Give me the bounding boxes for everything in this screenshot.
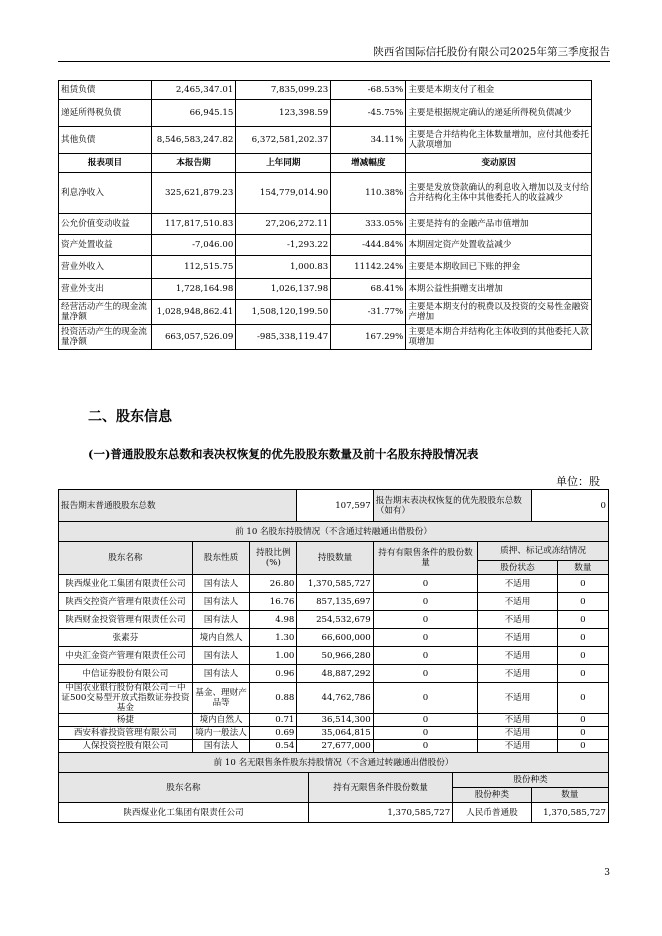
col-share-status: 股份状态 xyxy=(478,561,557,575)
col-restricted: 持有有限售条件的股份数量 xyxy=(373,542,478,575)
table-row xyxy=(59,173,592,214)
prior-value-cell: -1,293.22 xyxy=(236,235,331,256)
header-divider xyxy=(58,61,610,62)
item-cell: 其他负债 xyxy=(59,127,152,154)
u-col-unrestricted-qty: 持有无限售条件股份数量 xyxy=(308,773,452,803)
table-row xyxy=(59,803,609,823)
reason-cell: 主要是本期合并结构化主体收到的其他委托人款项增加 xyxy=(406,325,592,350)
current-value-cell: 2,465,347.01 xyxy=(151,81,235,100)
restricted-shares: 0 xyxy=(373,683,478,714)
col-shareholder-name: 股东名称 xyxy=(59,542,193,575)
share-quantity: 36,514,300 xyxy=(297,714,373,727)
share-quantity: 35,064,815 xyxy=(297,727,373,740)
table-row xyxy=(59,256,592,279)
table-row xyxy=(59,300,592,325)
table-row xyxy=(59,629,609,647)
header-item: 报表项目 xyxy=(59,154,152,173)
table-header-row xyxy=(59,154,592,173)
change-cell: -68.53% xyxy=(331,81,406,100)
current-value-cell: -7,046.00 xyxy=(151,235,235,256)
shareholder-nature: 国有法人 xyxy=(192,647,250,665)
reason-cell: 主要是本期支付的税费以及投资的交易性金融资产增加 xyxy=(406,300,592,325)
table-row xyxy=(59,665,609,683)
unrestricted-title: 前 10 名无限售条件股东持股情况（不含通过转融通出借股份） xyxy=(59,753,609,773)
pledged-count: 0 xyxy=(557,714,608,727)
table-row xyxy=(59,235,592,256)
shareholder-nature: 基金、理财产品等 xyxy=(192,683,250,714)
col-quantity: 持股数量 xyxy=(297,542,373,575)
u-unrestricted-qty: 1,370,585,727 xyxy=(308,803,452,823)
share-status: 不适用 xyxy=(478,629,557,647)
change-cell: 110.38% xyxy=(331,173,406,214)
shareholding-ratio: 0.54 xyxy=(250,740,297,753)
share-status: 不适用 xyxy=(478,665,557,683)
pledged-count: 0 xyxy=(557,575,608,593)
u-amount: 1,370,585,727 xyxy=(531,803,608,823)
pledged-count: 0 xyxy=(557,629,608,647)
item-cell: 租赁负债 xyxy=(59,81,152,100)
table-row xyxy=(59,611,609,629)
change-cell: 68.41% xyxy=(331,279,406,300)
table-row xyxy=(59,714,609,727)
u-col-share-type-group: 股份种类 xyxy=(453,773,609,788)
pledged-count: 0 xyxy=(557,647,608,665)
section-title-shareholders: 二、股东信息 xyxy=(88,409,172,425)
change-analysis-table xyxy=(58,80,592,350)
table-row xyxy=(59,683,609,714)
shareholder-name: 陕西交控资产管理有限责任公司 xyxy=(59,593,193,611)
shareholder-nature: 境内自然人 xyxy=(192,629,250,647)
shareholding-ratio: 0.71 xyxy=(250,714,297,727)
shareholder-nature: 国有法人 xyxy=(192,665,250,683)
table-row xyxy=(59,325,592,350)
share-quantity: 1,370,585,727 xyxy=(297,575,373,593)
prior-value-cell: 6,372,581,202.37 xyxy=(236,127,331,154)
subsection-title: (一)普通股股东总数和表决权恢复的优先股股东数量及前十名股东持股情况表 xyxy=(88,447,479,461)
page-number: 3 xyxy=(604,868,610,878)
change-cell: 167.29% xyxy=(331,325,406,350)
current-value-cell: 8,546,583,247.82 xyxy=(151,127,235,154)
shareholder-nature: 境内一般法人 xyxy=(192,727,250,740)
current-value-cell: 112,515.75 xyxy=(151,256,235,279)
shareholding-ratio: 26.80 xyxy=(250,575,297,593)
item-cell: 公允价值变动收益 xyxy=(59,214,152,235)
table-row xyxy=(59,214,592,235)
restricted-shares: 0 xyxy=(373,629,478,647)
restricted-shares: 0 xyxy=(373,740,478,753)
share-status: 不适用 xyxy=(478,647,557,665)
pledged-count: 0 xyxy=(557,683,608,714)
total-holders-value: 107,597 xyxy=(297,490,373,522)
share-quantity: 66,600,000 xyxy=(297,629,373,647)
table-row xyxy=(59,279,592,300)
current-value-cell: 663,057,526.09 xyxy=(151,325,235,350)
table-row xyxy=(59,100,592,127)
prior-value-cell: 123,398.59 xyxy=(236,100,331,127)
item-cell: 营业外支出 xyxy=(59,279,152,300)
shareholder-name: 中信证券股份有限公司 xyxy=(59,665,193,683)
prior-value-cell: -985,338,119.47 xyxy=(236,325,331,350)
preferred-holders-value: 0 xyxy=(531,490,608,522)
pledged-count: 0 xyxy=(557,727,608,740)
reason-cell: 主要是发放贷款确认的利息收入增加以及支付给合并结构化主体中其他委托人的收益减少 xyxy=(406,173,592,214)
unrestricted-header-row xyxy=(59,773,609,788)
prior-value-cell: 7,835,099.23 xyxy=(236,81,331,100)
reason-cell: 主要是本期收回已下账的押金 xyxy=(406,256,592,279)
share-status: 不适用 xyxy=(478,727,557,740)
top10-title-row xyxy=(59,522,609,542)
shareholding-ratio: 0.96 xyxy=(250,665,297,683)
u-share-type: 人民币普通股 xyxy=(453,803,531,823)
table-row xyxy=(59,575,609,593)
col-nature: 股东性质 xyxy=(192,542,250,575)
u-shareholder-name: 陕西煤业化工集团有限责任公司 xyxy=(59,803,309,823)
share-status: 不适用 xyxy=(478,611,557,629)
restricted-shares: 0 xyxy=(373,727,478,740)
unit-label: 单位：股 xyxy=(556,475,600,488)
prior-value-cell: 154,779,014.90 xyxy=(236,173,331,214)
share-quantity: 50,966,280 xyxy=(297,647,373,665)
restricted-shares: 0 xyxy=(373,593,478,611)
col-count: 数量 xyxy=(557,561,608,575)
header-reason: 变动原因 xyxy=(406,154,592,173)
share-quantity: 27,677,000 xyxy=(297,740,373,753)
shareholding-ratio: 16.76 xyxy=(250,593,297,611)
current-value-cell: 325,621,879.23 xyxy=(151,173,235,214)
shareholder-name: 中央汇金资产管理有限责任公司 xyxy=(59,647,193,665)
shareholders-table xyxy=(58,489,609,823)
table-row xyxy=(59,647,609,665)
share-status: 不适用 xyxy=(478,593,557,611)
total-holders-row xyxy=(59,490,609,522)
change-cell: 11142.24% xyxy=(331,256,406,279)
share-quantity: 254,532,679 xyxy=(297,611,373,629)
item-cell: 营业外收入 xyxy=(59,256,152,279)
shareholding-ratio: 0.69 xyxy=(250,727,297,740)
pledged-count: 0 xyxy=(557,593,608,611)
u-col-shareholder-name: 股东名称 xyxy=(59,773,309,803)
shareholder-name: 西安科睿投资管理有限公司 xyxy=(59,727,193,740)
restricted-shares: 0 xyxy=(373,647,478,665)
share-status: 不适用 xyxy=(478,683,557,714)
reason-cell: 主要是本期支付了租金 xyxy=(406,81,592,100)
header-prior: 上年同期 xyxy=(236,154,331,173)
total-holders-label: 报告期末普通股股东总数 xyxy=(59,490,297,522)
item-cell: 利息净收入 xyxy=(59,173,152,214)
prior-value-cell: 1,026,137.98 xyxy=(236,279,331,300)
reason-cell: 主要是持有的金融产品市值增加 xyxy=(406,214,592,235)
reason-cell: 本期公益性捐赠支出增加 xyxy=(406,279,592,300)
pledged-count: 0 xyxy=(557,740,608,753)
share-status: 不适用 xyxy=(478,740,557,753)
change-cell: -444.84% xyxy=(331,235,406,256)
col-pledge: 质押、标记或冻结情况 xyxy=(478,542,609,561)
item-cell: 递延所得税负债 xyxy=(59,100,152,127)
share-quantity: 44,762,786 xyxy=(297,683,373,714)
reason-cell: 本期固定资产处置收益减少 xyxy=(406,235,592,256)
shareholder-name: 张素芬 xyxy=(59,629,193,647)
pledged-count: 0 xyxy=(557,611,608,629)
restricted-shares: 0 xyxy=(373,575,478,593)
shareholder-nature: 境内自然人 xyxy=(192,714,250,727)
shareholder-name: 陕西财金投资管理有限责任公司 xyxy=(59,611,193,629)
col-ratio: 持股比例(%) xyxy=(250,542,297,575)
u-col-share-type: 股份种类 xyxy=(453,788,531,803)
unrestricted-title-row xyxy=(59,753,609,773)
prior-value-cell: 1,000.83 xyxy=(236,256,331,279)
change-cell: -45.75% xyxy=(331,100,406,127)
shareholder-nature: 国有法人 xyxy=(192,593,250,611)
share-status: 不适用 xyxy=(478,575,557,593)
table-row xyxy=(59,727,609,740)
top10-title: 前 10 名股东持股情况（不含通过转融通出借股份） xyxy=(59,522,609,542)
shareholder-name: 中国农业银行股份有限公司－中证500交易型开放式指数证券投资基金 xyxy=(59,683,193,714)
shareholding-ratio: 0.88 xyxy=(250,683,297,714)
item-cell: 经营活动产生的现金流量净额 xyxy=(59,300,152,325)
table-row xyxy=(59,740,609,753)
shareholder-nature: 国有法人 xyxy=(192,740,250,753)
restricted-shares: 0 xyxy=(373,611,478,629)
table-row xyxy=(59,127,592,154)
preferred-holders-label: 报告期末表决权恢复的优先股股东总数（如有） xyxy=(373,490,531,522)
current-value-cell: 66,945.15 xyxy=(151,100,235,127)
header-change: 增减幅度 xyxy=(331,154,406,173)
share-quantity: 857,135,697 xyxy=(297,593,373,611)
table-row xyxy=(59,81,592,100)
report-header-title: 陕西省国际信托股份有限公司2025年第三季度报告 xyxy=(373,46,610,58)
shareholder-name: 杨捷 xyxy=(59,714,193,727)
change-cell: 34.11% xyxy=(331,127,406,154)
shareholding-ratio: 4.98 xyxy=(250,611,297,629)
current-value-cell: 117,817,510.83 xyxy=(151,214,235,235)
change-cell: -31.77% xyxy=(331,300,406,325)
prior-value-cell: 1,508,120,199.50 xyxy=(236,300,331,325)
u-col-amount: 数量 xyxy=(531,788,608,803)
change-cell: 333.05% xyxy=(331,214,406,235)
prior-value-cell: 27,206,272.11 xyxy=(236,214,331,235)
restricted-shares: 0 xyxy=(373,714,478,727)
shareholder-name: 陕西煤业化工集团有限责任公司 xyxy=(59,575,193,593)
reason-cell: 主要是根据规定确认的递延所得税负债减少 xyxy=(406,100,592,127)
column-header-row xyxy=(59,542,609,561)
reason-cell: 主要是合并结构化主体数量增加，应付其他委托人款项增加 xyxy=(406,127,592,154)
share-status: 不适用 xyxy=(478,714,557,727)
item-cell: 投资活动产生的现金流量净额 xyxy=(59,325,152,350)
shareholding-ratio: 1.00 xyxy=(250,647,297,665)
header-current: 本报告期 xyxy=(151,154,235,173)
shareholder-nature: 国有法人 xyxy=(192,575,250,593)
item-cell: 资产处置收益 xyxy=(59,235,152,256)
current-value-cell: 1,028,948,862.41 xyxy=(151,300,235,325)
table-row xyxy=(59,593,609,611)
current-value-cell: 1,728,164.98 xyxy=(151,279,235,300)
shareholder-name: 人保投资控股有限公司 xyxy=(59,740,193,753)
shareholding-ratio: 1.30 xyxy=(250,629,297,647)
restricted-shares: 0 xyxy=(373,665,478,683)
shareholder-nature: 国有法人 xyxy=(192,611,250,629)
share-quantity: 48,887,292 xyxy=(297,665,373,683)
pledged-count: 0 xyxy=(557,665,608,683)
